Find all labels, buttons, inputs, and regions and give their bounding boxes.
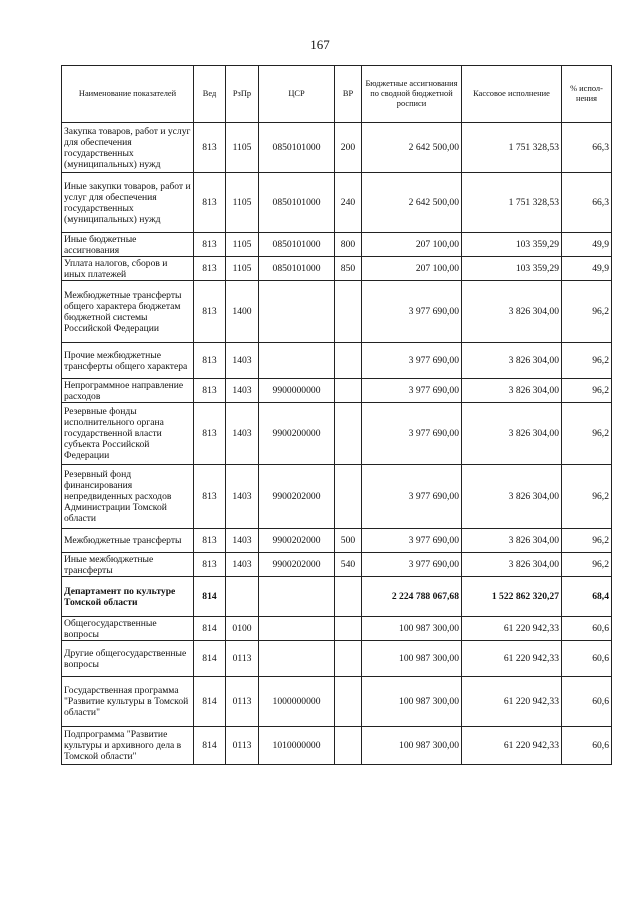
- cell-pct: 96,2: [562, 343, 612, 379]
- cell-pct: 60,6: [562, 641, 612, 677]
- header-budget: Бюджетные ассигнования по сводной бюджетной росписи: [362, 66, 462, 123]
- cell-budget: 2 642 500,00: [362, 123, 462, 173]
- cell-name: Другие общегосударственные вопросы: [62, 641, 194, 677]
- cell-ved: 814: [194, 727, 226, 765]
- cell-budget: 100 987 300,00: [362, 641, 462, 677]
- table-row: [62, 617, 612, 641]
- cell-rzpr: 1105: [226, 257, 259, 281]
- cell-csr: 9900000000: [259, 379, 335, 403]
- cell-ved: 813: [194, 257, 226, 281]
- cell-pct: 68,4: [562, 577, 612, 617]
- cell-vr: [335, 727, 362, 765]
- table-row: [62, 233, 612, 257]
- cell-cash: 1 522 862 320,27: [462, 577, 562, 617]
- cell-rzpr: 0100: [226, 617, 259, 641]
- table-row: [62, 403, 612, 465]
- cell-csr: [259, 281, 335, 343]
- cell-rzpr: 1403: [226, 343, 259, 379]
- table-row: [62, 465, 612, 529]
- cell-vr: 200: [335, 123, 362, 173]
- cell-pct: 66,3: [562, 173, 612, 233]
- table-row: [62, 727, 612, 765]
- cell-csr: [259, 617, 335, 641]
- cell-vr: [335, 577, 362, 617]
- cell-csr: 9900202000: [259, 465, 335, 529]
- cell-pct: 49,9: [562, 257, 612, 281]
- cell-name: Иные межбюджетные трансферты: [62, 553, 194, 577]
- cell-ved: 814: [194, 641, 226, 677]
- cell-cash: 61 220 942,33: [462, 641, 562, 677]
- table-row: [62, 281, 612, 343]
- cell-rzpr: 1400: [226, 281, 259, 343]
- cell-ved: 813: [194, 173, 226, 233]
- cell-vr: [335, 677, 362, 727]
- cell-ved: 814: [194, 577, 226, 617]
- cell-csr: [259, 641, 335, 677]
- cell-budget: 3 977 690,00: [362, 529, 462, 553]
- cell-csr: 9900200000: [259, 403, 335, 465]
- cell-ved: 813: [194, 465, 226, 529]
- cell-budget: 100 987 300,00: [362, 677, 462, 727]
- cell-ved: 813: [194, 403, 226, 465]
- cell-cash: 3 826 304,00: [462, 465, 562, 529]
- cell-rzpr: 1403: [226, 403, 259, 465]
- cell-pct: 96,2: [562, 379, 612, 403]
- cell-ved: 813: [194, 233, 226, 257]
- cell-budget: 3 977 690,00: [362, 553, 462, 577]
- cell-budget: 3 977 690,00: [362, 403, 462, 465]
- cell-name: Резервные фонды исполнительного органа государственной власти субъекта Российской Федерации: [62, 403, 194, 465]
- cell-ved: 813: [194, 553, 226, 577]
- table-row: [62, 641, 612, 677]
- cell-vr: [335, 343, 362, 379]
- cell-cash: 61 220 942,33: [462, 677, 562, 727]
- cell-pct: 60,6: [562, 677, 612, 727]
- table-header-row: [62, 66, 612, 123]
- header-ved: Вед: [194, 66, 226, 123]
- cell-ved: 814: [194, 617, 226, 641]
- header-cash: Кассовое исполнение: [462, 66, 562, 123]
- cell-csr: 9900202000: [259, 529, 335, 553]
- page-number: 167: [310, 37, 330, 52]
- budget-execution-table: [61, 65, 612, 765]
- cell-cash: 103 359,29: [462, 233, 562, 257]
- table-row: [62, 553, 612, 577]
- table-row: [62, 343, 612, 379]
- cell-rzpr: 0113: [226, 677, 259, 727]
- cell-rzpr: 1403: [226, 529, 259, 553]
- cell-ved: 813: [194, 343, 226, 379]
- cell-csr: [259, 577, 335, 617]
- cell-budget: 3 977 690,00: [362, 343, 462, 379]
- cell-budget: 207 100,00: [362, 257, 462, 281]
- cell-rzpr: 1403: [226, 465, 259, 529]
- table-row: [62, 379, 612, 403]
- table-row: [62, 123, 612, 173]
- cell-pct: 49,9: [562, 233, 612, 257]
- cell-cash: 61 220 942,33: [462, 617, 562, 641]
- cell-csr: 9900202000: [259, 553, 335, 577]
- cell-name: Общегосударственные вопросы: [62, 617, 194, 641]
- cell-name: Подпрограмма "Развитие культуры и архивного дела в Томской области": [62, 727, 194, 765]
- cell-cash: 3 826 304,00: [462, 379, 562, 403]
- cell-vr: 240: [335, 173, 362, 233]
- cell-pct: 96,2: [562, 281, 612, 343]
- cell-cash: 3 826 304,00: [462, 281, 562, 343]
- cell-pct: 96,2: [562, 403, 612, 465]
- header-rzpr: РзПр: [226, 66, 259, 123]
- header-vr: ВР: [335, 66, 362, 123]
- cell-name: Межбюджетные трансферты общего характера бюджетам бюджетной системы Российской Федерации: [62, 281, 194, 343]
- cell-budget: 100 987 300,00: [362, 727, 462, 765]
- cell-ved: 813: [194, 281, 226, 343]
- cell-budget: 3 977 690,00: [362, 281, 462, 343]
- cell-name: Непрограммное направление расходов: [62, 379, 194, 403]
- cell-rzpr: 1105: [226, 233, 259, 257]
- cell-rzpr: 0113: [226, 727, 259, 765]
- table-row: [62, 257, 612, 281]
- cell-vr: 500: [335, 529, 362, 553]
- cell-rzpr: [226, 577, 259, 617]
- cell-csr: 0850101000: [259, 233, 335, 257]
- cell-pct: 66,3: [562, 123, 612, 173]
- cell-budget: 2 642 500,00: [362, 173, 462, 233]
- cell-vr: [335, 379, 362, 403]
- cell-vr: 540: [335, 553, 362, 577]
- cell-cash: 3 826 304,00: [462, 529, 562, 553]
- cell-pct: 60,6: [562, 617, 612, 641]
- cell-vr: 800: [335, 233, 362, 257]
- cell-cash: 61 220 942,33: [462, 727, 562, 765]
- table-body: [62, 123, 612, 765]
- table-row: [62, 173, 612, 233]
- cell-csr: 1010000000: [259, 727, 335, 765]
- header-name: Наименование показателей: [62, 66, 194, 123]
- table-row: [62, 677, 612, 727]
- cell-vr: 850: [335, 257, 362, 281]
- cell-rzpr: 0113: [226, 641, 259, 677]
- cell-ved: 813: [194, 123, 226, 173]
- cell-budget: 2 224 788 067,68: [362, 577, 462, 617]
- cell-pct: 96,2: [562, 465, 612, 529]
- cell-cash: 3 826 304,00: [462, 403, 562, 465]
- table-row: [62, 577, 612, 617]
- cell-budget: 100 987 300,00: [362, 617, 462, 641]
- cell-rzpr: 1403: [226, 379, 259, 403]
- header-pct: % испол-нения: [562, 66, 612, 123]
- cell-cash: 3 826 304,00: [462, 343, 562, 379]
- cell-rzpr: 1105: [226, 173, 259, 233]
- cell-name: Уплата налогов, сборов и иных платежей: [62, 257, 194, 281]
- cell-name: Прочие межбюджетные трансферты общего характера: [62, 343, 194, 379]
- cell-cash: 3 826 304,00: [462, 553, 562, 577]
- cell-ved: 813: [194, 379, 226, 403]
- cell-vr: [335, 617, 362, 641]
- cell-csr: 1000000000: [259, 677, 335, 727]
- cell-vr: [335, 281, 362, 343]
- cell-name: Иные бюджетные ассигнования: [62, 233, 194, 257]
- cell-pct: 96,2: [562, 553, 612, 577]
- cell-name: Департамент по культуре Томской области: [62, 577, 194, 617]
- cell-cash: 1 751 328,53: [462, 123, 562, 173]
- cell-csr: 0850101000: [259, 257, 335, 281]
- cell-name: Резервный фонд финансирования непредвиденных расходов Администрации Томской области: [62, 465, 194, 529]
- cell-pct: 96,2: [562, 529, 612, 553]
- cell-ved: 813: [194, 529, 226, 553]
- cell-ved: 814: [194, 677, 226, 727]
- cell-name: Межбюджетные трансферты: [62, 529, 194, 553]
- cell-vr: [335, 465, 362, 529]
- cell-csr: [259, 343, 335, 379]
- cell-cash: 103 359,29: [462, 257, 562, 281]
- cell-cash: 1 751 328,53: [462, 173, 562, 233]
- cell-csr: 0850101000: [259, 123, 335, 173]
- cell-name: Закупка товаров, работ и услуг для обеспечения государственных (муниципальных) нужд: [62, 123, 194, 173]
- cell-vr: [335, 403, 362, 465]
- header-csr: ЦСР: [259, 66, 335, 123]
- cell-rzpr: 1403: [226, 553, 259, 577]
- cell-name: Иные закупки товаров, работ и услуг для обеспечения государственных (муниципальных) нужд: [62, 173, 194, 233]
- table-row: [62, 529, 612, 553]
- cell-budget: 207 100,00: [362, 233, 462, 257]
- cell-budget: 3 977 690,00: [362, 379, 462, 403]
- cell-name: Государственная программа "Развитие культуры в Томской области": [62, 677, 194, 727]
- cell-rzpr: 1105: [226, 123, 259, 173]
- cell-pct: 60,6: [562, 727, 612, 765]
- cell-vr: [335, 641, 362, 677]
- cell-budget: 3 977 690,00: [362, 465, 462, 529]
- cell-csr: 0850101000: [259, 173, 335, 233]
